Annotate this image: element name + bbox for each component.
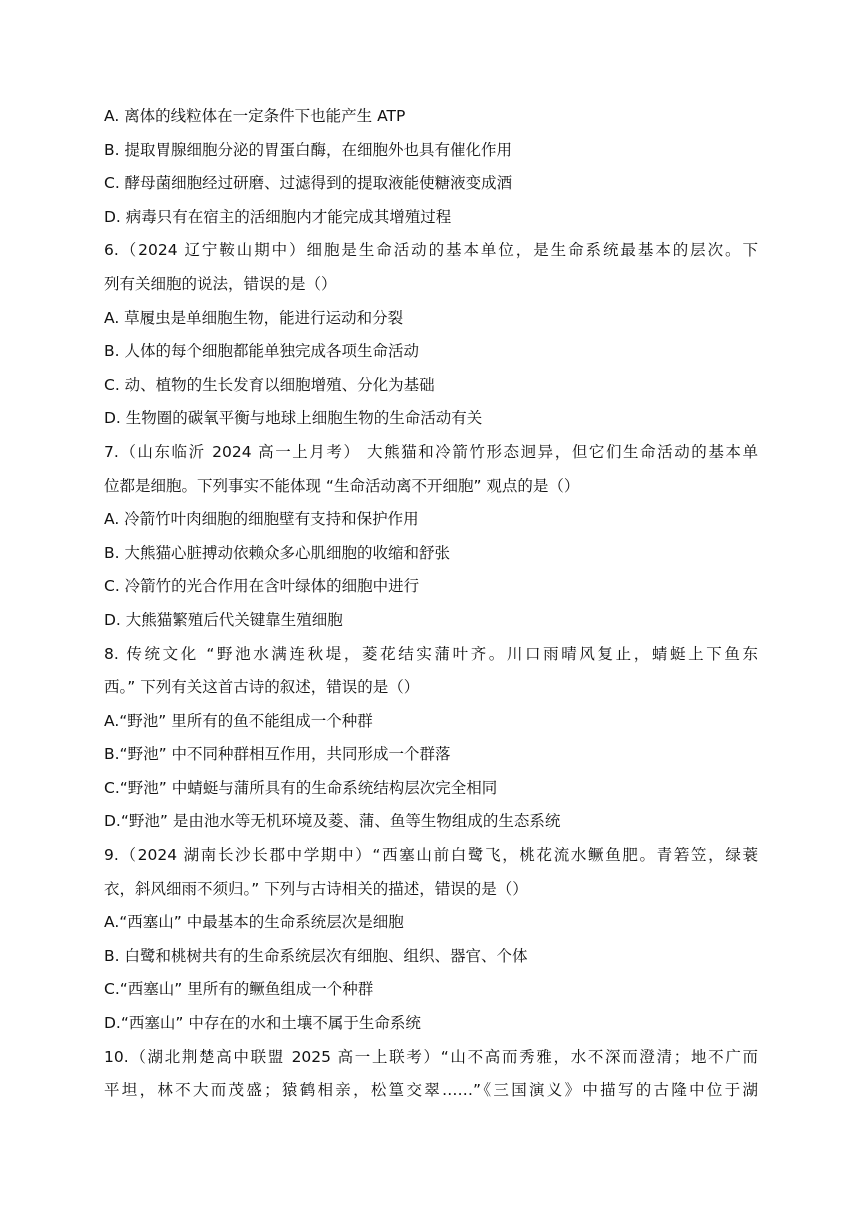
question-text-block <box>104 100 758 1108</box>
text-line: 10.（湖北荆楚高中联盟 2025 高一上联考）“山不高而秀雅，水不深而澄清；地不广而 <box>104 1047 758 1066</box>
text-line: 衣，斜风细雨不须归。” 下列与古诗相关的描述，错误的是（） <box>104 879 528 898</box>
text-line: 列有关细胞的说法，错误的是（） <box>104 274 337 293</box>
text-line: 8. 传统文化 “野池水满连秋堤，菱花结实蒲叶齐。川口雨晴风复止，蜻蜓上下鱼东 <box>104 644 758 663</box>
text-line: B. 白鹭和桃树共有的生命系统层次有细胞、组织、器官、个体 <box>104 946 528 965</box>
text-line: A.“野池” 里所有的鱼不能组成一个种群 <box>104 711 373 730</box>
text-line: B. 大熊猫心脏搏动依赖众多心肌细胞的收缩和舒张 <box>104 543 450 562</box>
text-line: 平坦，林不大而茂盛；猿鹤相亲，松篁交翠……”《三国演义》中描写的古隆中位于湖 <box>104 1081 758 1100</box>
text-line: 7.（山东临沂 2024 高一上月考） 大熊猫和冷箭竹形态迥异，但它们生命活动的基本单 <box>104 442 758 461</box>
text-line: C. 酵母菌细胞经过研磨、过滤得到的提取液能使糖液变成酒 <box>104 174 513 193</box>
text-line: C.“西塞山” 里所有的鳜鱼组成一个种群 <box>104 980 374 999</box>
text-line: D. 大熊猫繁殖后代关键靠生殖细胞 <box>104 610 343 629</box>
text-line: 9.（2024 湖南长沙长郡中学期中）“西塞山前白鹭飞，桃花流水鳜鱼肥。青箬笠，绿蓑 <box>104 846 758 865</box>
text-line: A. 草履虫是单细胞生物，能进行运动和分裂 <box>104 308 404 327</box>
text-line: A. 离体的线粒体在一定条件下也能产生 ATP <box>104 107 406 125</box>
text-line: D.“西塞山” 中存在的水和土壤不属于生命系统 <box>104 1014 421 1033</box>
text-line: C. 动、植物的生长发育以细胞增殖、分化为基础 <box>104 375 435 394</box>
text-line: 6.（2024 辽宁鞍山期中）细胞是生命活动的基本单位，是生命系统最基本的层次。下 <box>104 241 758 260</box>
text-line: A. 冷箭竹叶肉细胞的细胞壁有支持和保护作用 <box>104 510 419 529</box>
text-line: D.“野池” 是由池水等无机环境及菱、蒲、鱼等生物组成的生态系统 <box>104 812 561 831</box>
text-line: B. 提取胃腺细胞分泌的胃蛋白酶，在细胞外也具有催化作用 <box>104 140 512 159</box>
text-line: A.“西塞山” 中最基本的生命系统层次是细胞 <box>104 913 404 932</box>
text-line: C.“野池” 中蜻蜓与蒲所具有的生命系统结构层次完全相同 <box>104 778 498 797</box>
text-line: 位都是细胞。下列事实不能体现 “生命活动离不开细胞” 观点的是（） <box>104 476 580 495</box>
text-line: B. 人体的每个细胞都能单独完成各项生命活动 <box>104 342 419 361</box>
text-line: D. 病毒只有在宿主的活细胞内才能完成其增殖过程 <box>104 207 452 226</box>
text-line: 西。” 下列有关这首古诗的叙述，错误的是（） <box>104 678 420 697</box>
text-line: D. 生物圈的碳氧平衡与地球上细胞生物的生命活动有关 <box>104 409 483 428</box>
text-line: B.“野池” 中不同种群相互作用，共同形成一个群落 <box>104 745 451 764</box>
text-line: C. 冷箭竹的光合作用在含叶绿体的细胞中进行 <box>104 577 420 596</box>
